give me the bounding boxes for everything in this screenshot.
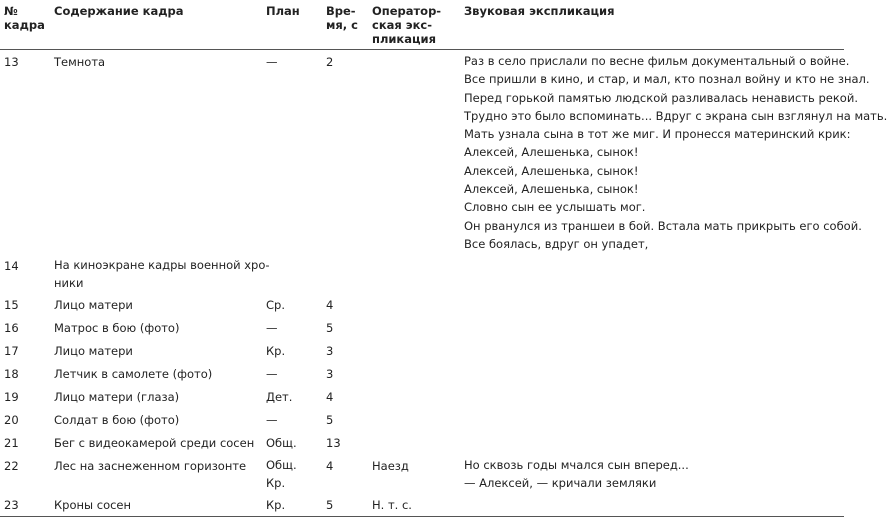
cell-content: Летчик в самолете (фото) xyxy=(54,367,213,382)
cell-num: 14 xyxy=(4,259,19,274)
cell-time: 3 xyxy=(326,344,334,359)
sound-line: Мать узнала сына в тот же миг. И пронесся материнский крик: xyxy=(464,127,851,142)
cell-num: 13 xyxy=(4,55,19,69)
cell-sound xyxy=(460,431,844,454)
cell-sound xyxy=(460,293,844,316)
cell-operator xyxy=(368,431,460,454)
sound-line: Алексей, Алешенька, сынок! xyxy=(464,182,639,197)
sound-line: Он рванулся из траншеи в бой. Встала мать прикрыть его собой. xyxy=(464,218,862,233)
cell-sound xyxy=(460,316,844,339)
cell-content: На киноэкране кадры военной хро- ники xyxy=(54,258,270,291)
cell-time: 5 xyxy=(326,413,334,428)
table-row xyxy=(0,408,844,431)
cell-time: 5 xyxy=(322,493,368,517)
cell-sound xyxy=(460,385,844,408)
cell-operator xyxy=(368,408,460,431)
cell-plan: Общ. xyxy=(266,436,297,451)
sound-line: Словно сын ее услышать мог. xyxy=(464,200,646,215)
cell-content: Матрос в бою (фото) xyxy=(54,321,180,336)
cell-plan: — xyxy=(266,321,278,336)
cell-operator xyxy=(368,339,460,362)
cell-sound xyxy=(460,254,844,293)
sound-line: — Алексей, — кричали земляки xyxy=(464,476,657,491)
cell-sound xyxy=(460,493,844,517)
cell-operator xyxy=(368,254,460,293)
header-content: Содержание кадра xyxy=(50,0,262,50)
header-sound: Звуковая экспликация xyxy=(460,0,844,50)
header-time: Вре- мя, с xyxy=(322,0,368,50)
cell-time: 4 xyxy=(326,298,334,313)
cell-plan: Общ. Кр. xyxy=(266,458,297,491)
cell-num: 17 xyxy=(4,344,19,359)
cell-content: Лицо матери xyxy=(54,298,133,313)
cell-content: Кроны сосен xyxy=(50,493,262,517)
sound-line: Но сквозь годы мчался сын вперед... xyxy=(464,458,689,473)
cell-sound xyxy=(460,408,844,431)
cell-num: 23 xyxy=(0,493,50,517)
cell-operator xyxy=(368,50,460,255)
cell-time xyxy=(322,254,368,293)
cell-time: 2 xyxy=(326,55,334,69)
cell-sound xyxy=(460,339,844,362)
cell-operator xyxy=(368,316,460,339)
cell-operator xyxy=(368,362,460,385)
cell-plan: Кр. xyxy=(266,344,286,359)
cell-sound xyxy=(460,454,844,493)
table-row xyxy=(0,339,844,362)
header-num: № кадра xyxy=(0,0,50,50)
cell-plan: Кр. xyxy=(262,493,322,517)
cell-num: 20 xyxy=(4,413,19,428)
cell-plan: — xyxy=(266,55,278,69)
table-row xyxy=(0,293,844,316)
cell-plan xyxy=(262,254,322,293)
table-row xyxy=(0,50,844,255)
cell-time: 4 xyxy=(326,390,334,405)
cell-operator xyxy=(368,293,460,316)
cell-time: 13 xyxy=(326,436,341,451)
cell-time: 4 xyxy=(326,459,334,474)
table-row xyxy=(0,385,844,408)
table-row xyxy=(0,254,844,293)
table-row xyxy=(0,431,844,454)
table-row xyxy=(0,454,844,493)
table-row xyxy=(0,362,844,385)
cell-sound xyxy=(460,362,844,385)
cell-sound xyxy=(460,50,887,255)
cell-num: 16 xyxy=(4,321,19,336)
header-plan: План xyxy=(262,0,322,50)
cell-num: 15 xyxy=(4,298,19,313)
cell-num: 18 xyxy=(4,367,19,382)
header-operator: Оператор- ская экс- пликация xyxy=(368,0,460,50)
table-row xyxy=(0,316,844,339)
sound-line: Алексей, Алешенька, сынок! xyxy=(464,163,639,178)
table-row xyxy=(0,493,844,517)
sound-line: Раз в село прислали по весне фильм документальный о войне. xyxy=(464,54,850,68)
cell-num: 22 xyxy=(4,459,19,474)
sound-line: Все пришли в кино, и стар, и мал, кто познал войну и кто не знал. xyxy=(464,72,870,87)
cell-content: Лицо матери xyxy=(54,344,133,359)
header-row xyxy=(0,0,844,50)
sound-line: Перед горькой памятью людской разливалась ненависть рекой. xyxy=(464,90,858,105)
sound-line: Алексей, Алешенька, сынок! xyxy=(464,145,639,160)
cell-num: 21 xyxy=(4,436,19,451)
cell-operator xyxy=(368,385,460,408)
cell-content: Солдат в бою (фото) xyxy=(54,413,180,428)
cell-plan: Ср. xyxy=(266,298,285,313)
cell-operator: Н. т. с. xyxy=(368,493,460,517)
cell-content: Лицо матери (глаза) xyxy=(54,390,180,405)
cell-content: Бег с видеокамерой среди сосен xyxy=(54,436,255,451)
cell-plan: Дет. xyxy=(266,390,293,405)
cell-num: 19 xyxy=(4,390,19,405)
cell-content: Лес на заснеженном горизонте xyxy=(54,459,247,474)
cell-time: 5 xyxy=(326,321,334,336)
cell-operator: Наезд xyxy=(372,459,409,474)
sound-line: Трудно это было вспоминать... Вдруг с экрана сын взглянул на мать. xyxy=(464,108,887,123)
cell-time: 3 xyxy=(326,367,334,382)
cell-content: Темнота xyxy=(54,55,106,69)
cell-plan: — xyxy=(266,413,278,428)
cell-plan: — xyxy=(266,367,278,382)
sound-line: Все боялась, вдруг он упадет, xyxy=(464,236,649,251)
